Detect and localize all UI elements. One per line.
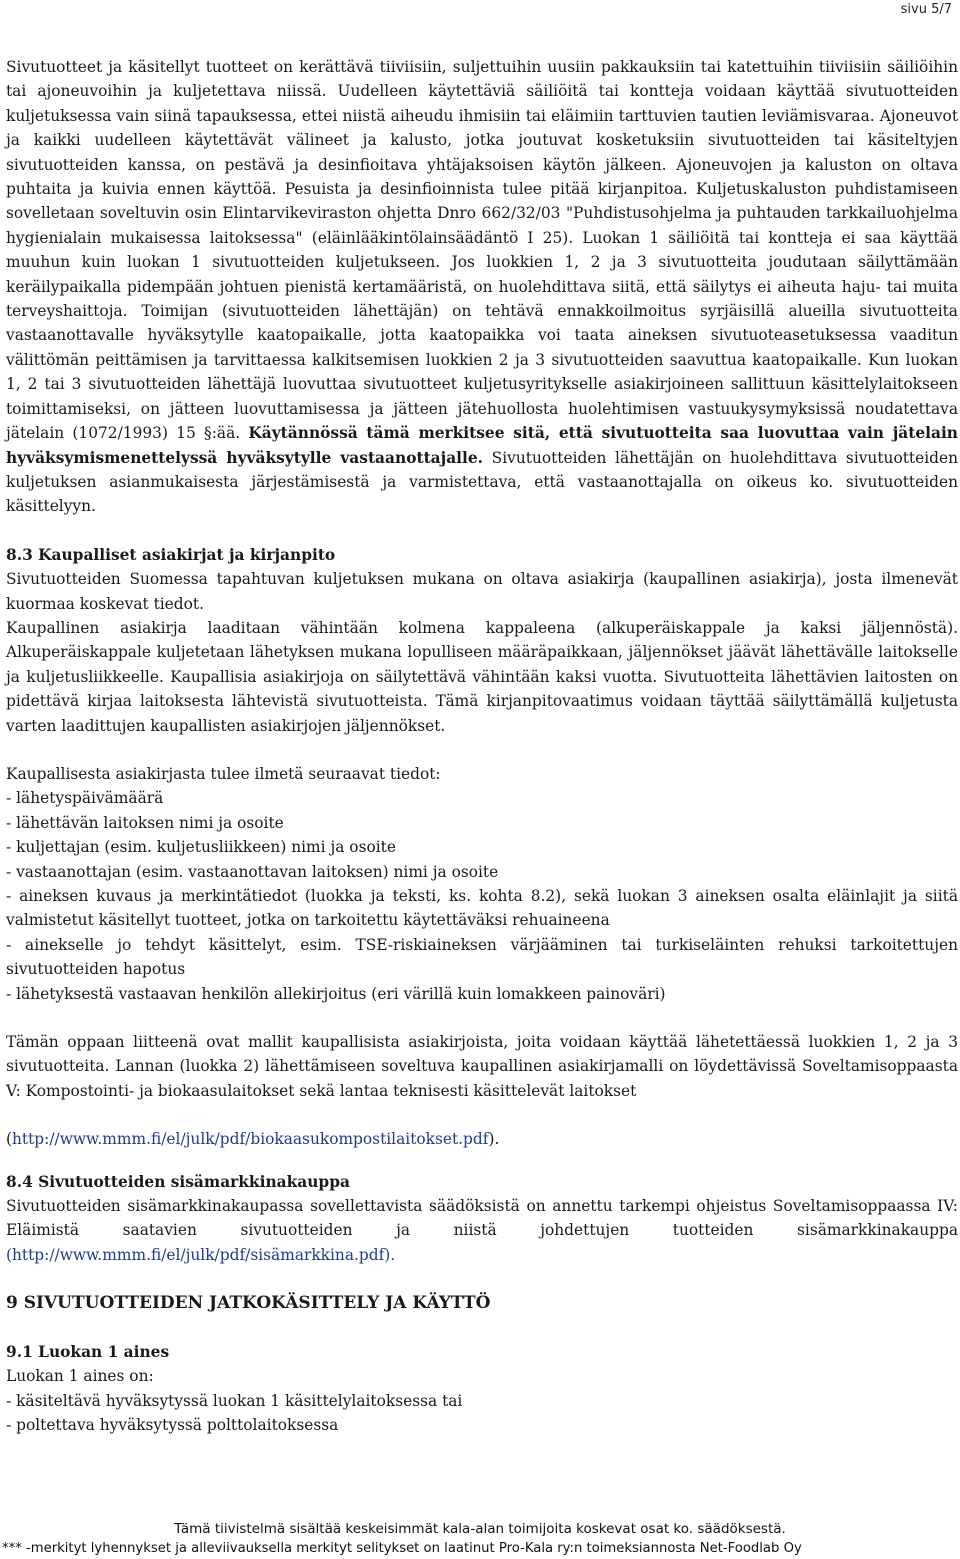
class-1-list bbox=[6, 1389, 958, 1438]
page-footer bbox=[0, 1519, 960, 1559]
section-number: 8.4 bbox=[6, 1172, 33, 1191]
list-intro: Kaupallisesta asiakirjasta tulee ilmetä seuraavat tiedot: bbox=[6, 764, 441, 783]
page-number: sivu 5/7 bbox=[900, 2, 952, 17]
section-number: 9.1 bbox=[6, 1342, 33, 1361]
list-item: - vastaanottajan (esim. vastaanottavan laitoksen) nimi ja osoite bbox=[6, 862, 499, 881]
section-title: Luokan 1 aines bbox=[38, 1342, 170, 1361]
link-open: ( bbox=[6, 1130, 13, 1149]
section-title: SIVUTUOTTEIDEN JATKOKÄSITTELY JA KÄYTTÖ bbox=[23, 1293, 491, 1314]
biokaasu-link[interactable]: http://www.mmm.fi/el/julk/pdf/biokaasukompostilaitokset.pdf bbox=[12, 1130, 489, 1149]
section-8-3-p2: Kaupallinen asiakirja laaditaan vähintään kolmena kappaleena (alkuperäiskappale ja kaksi jäljennöstä). Alkuperäiskappale kuljetetaan lähetyksen mukana lopulliseen määräpaikkaan, jäljennökset jäävät lähettävälle laitokselle ja kuljetusliikkeelle. Kaupallisia asiakirjoja on säilytettävä vähintään kaksi vuotta. Sivutuotteita lähettävien laitosten on pidettävä kirjaa laitoksesta lähtevistä sivutuotteista. Tämä kirjanpitovaatimus voidaan täyttää säilyttämällä kuljetusta varten laadittujen kaupallisten asiakirjojen jäljennökset. bbox=[6, 618, 958, 735]
link-close: ). bbox=[488, 1130, 500, 1149]
section-8-3-p1: Sivutuotteiden Suomessa tapahtuvan kuljetuksen mukana on oltava asiakirja (kaupallinen asiakirja), josta ilmenevät kuormaa koskevat tiedot. bbox=[6, 570, 958, 613]
required-info-list bbox=[6, 786, 958, 1006]
list-item: - lähetyspäivämäärä bbox=[6, 789, 164, 808]
section-8-4-heading bbox=[6, 1170, 958, 1194]
section-9-heading bbox=[6, 1291, 958, 1315]
section-number: 8.3 bbox=[6, 545, 33, 564]
link-paragraph bbox=[6, 1127, 958, 1151]
section-8-3-p3: Tämän oppaan liitteenä ovat mallit kaupallisista asiakirjoista, joita voidaan käyttää lähetettäessä luokkien 1, 2 ja 3 sivutuotteita. Lannan (luokka 2) lähettämiseen soveltuva kaupallinen asiakirjamalli on löydettävissä Soveltamisoppaasta V: Kompostointi- ja biokaasulaitokset sekä lantaa teknisesti käsittelevät laitokset bbox=[6, 1033, 958, 1100]
list-item: - ainekselle jo tehdyt käsittelyt, esim. TSE-riskiaineksen värjääminen tai turkiseläinten rehuksi tarkoitettujen sivutuotteiden hapotus bbox=[6, 935, 958, 979]
footer-line-2: *** -merkityt lyhennykset ja alleviivauksella merkityt selitykset on laatinut Pro-Kala ry:n toimeksiannosta Net-Foodlab Oy bbox=[2, 1541, 802, 1556]
section-number: 9 bbox=[6, 1293, 18, 1314]
list-item: - kuljettajan (esim. kuljetusliikkeen) nimi ja osoite bbox=[6, 838, 396, 857]
section-title: Kaupalliset asiakirjat ja kirjanpito bbox=[38, 545, 336, 564]
intro-tail: Sivutuotteiden lähettäjän on huolehdittava sivutuotteiden kuljetuksen asianmukaisesta järjestämisestä ja varmistettava, että vastaanottajalla on oikeus ko. sivutuotteiden käsittelyyn. bbox=[6, 448, 958, 516]
list-item: - aineksen kuvaus ja merkintätiedot (luokka ja teksti, ks. kohta 8.2), sekä luokan 3 aineksen osalta eläinlajit ja siitä valmistetut käsitellyt tuotteet, jotka on tarkoitettu käytettäväksi rehuaineena bbox=[6, 887, 958, 930]
section-9-1-heading bbox=[6, 1340, 958, 1364]
sisamarkkina-link[interactable]: (http://www.mmm.fi/el/julk/pdf/sisämarkkina.pdf). bbox=[6, 1245, 396, 1264]
intro-emphasis: Käytännössä tämä merkitsee sitä, että sivutuotteita saa luovuttaa vain jätelain hyväksymismenettelyssä hyväksytylle vastaanottajalle. bbox=[6, 424, 959, 467]
list-item: - lähetyksestä vastaavan henkilön allekirjoitus (eri värillä kuin lomakkeen painoväri) bbox=[6, 984, 666, 1003]
list-item: - lähettävän laitoksen nimi ja osoite bbox=[6, 813, 284, 832]
section-8-4-p1 bbox=[6, 1194, 958, 1267]
section-9-1-intro: Luokan 1 aines on: bbox=[6, 1367, 154, 1386]
document-body bbox=[6, 55, 958, 1437]
list-item: - käsiteltävä hyväksytyssä luokan 1 käsittelylaitoksessa tai bbox=[6, 1391, 463, 1410]
footer-line-1: Tämä tiivistelmä sisältää keskeisimmät kala-alan toimijoita koskevat osat ko. säädöksestä. bbox=[174, 1521, 786, 1537]
intro-text: Sivutuotteet ja käsitellyt tuotteet on kerättävä tiiviisiin, suljettuihin uusiin pakkauksiin tai katettuihin tiiviisiin säiliöihin tai ajoneuvoihin ja kuljetettava niissä. Uudelleen käytettäviä säiliöitä tai kontteja voidaan käyttää sivutuotteiden kuljetuksessa vain siinä tapauksessa, ettei niistä aiheudu ihmisiin tai eläimiin tarttuvien tautien leviämisvaraa. Ajoneuvot ja kaikki uudelleen käytettävät välineet ja kalusto, jotka joutuvat kosketuksiin sivutuotteiden tai käsiteltyjen sivutuotteiden kanssa, on pestävä ja desinfioitava yhtäjaksoisen käytön jälkeen. Ajoneuvojen ja kaluston on oltava puhtaita ja kuivia ennen käyttöä. Pesuista ja desinfioinnista tulee pitää kirjanpitoa. Kuljetuskaluston puhdistamiseen sovelletaan soveltuvin osin Elintarvikeviraston ohjetta Dnro 662/32/03 "Puhdistusohjelma ja puhtauden tarkkailuohjelma hygienialain mukaisessa laitoksessa" (eläinlääkintölainsäädäntö I 25). Luokan 1 säiliöitä tai kontteja ei saa käyttää muuhun kuin luokan 1 sivutuotteiden kuljetukseen. Jos luokkien 1, 2 ja 3 sivutuotteita joudutaan säilyttämään keräilypaikalla pidempään johtuen pienistä kertamääristä, on huolehdittava siitä, että säilytys ei aiheuta haju- tai muita terveyshaittoja. Toimijan (sivutuotteiden lähettäjän) on tehtävä ennakkoilmoitus syrjäisillä alueilla sivutuotteita vastaanottavalle hyväksytylle kaatopaikalle, jotta kaatopaikka voi taata aineksen sivutuoteasetuksessa vaaditun välittömän peittämisen ja tarvittaessa kalkitsemisen luokkien 2 ja 3 sivutuotteiden saavuttua kaatopaikalle. Kun luokan 1, 2 tai 3 sivutuotteiden lähettäjä luovuttaa sivutuotteet kuljetusyritykselle asiakirjoineen sallittuun käsittelylaitokseen toimittamiseksi, on jätteen luovuttamisessa ja jätteen jätehuollosta huolehtimisen vastuukysymyksissä noudatettava jätelain (1072/1993) 15 §:ää. bbox=[6, 58, 958, 443]
list-item: - poltettava hyväksytyssä polttolaitoksessa bbox=[6, 1415, 339, 1434]
section-title: Sivutuotteiden sisämarkkinakauppa bbox=[38, 1172, 350, 1191]
section-8-3-heading bbox=[6, 543, 958, 567]
section-8-4-text: Sivutuotteiden sisämarkkinakaupassa sovellettavista säädöksistä on annettu tarkempi ohjeistus Soveltamisoppaassa IV: Eläimistä saatavien sivutuotteiden ja niistä johdettujen tuotteiden sisämarkkinakauppa bbox=[6, 1197, 958, 1240]
intro-paragraph bbox=[6, 55, 958, 519]
